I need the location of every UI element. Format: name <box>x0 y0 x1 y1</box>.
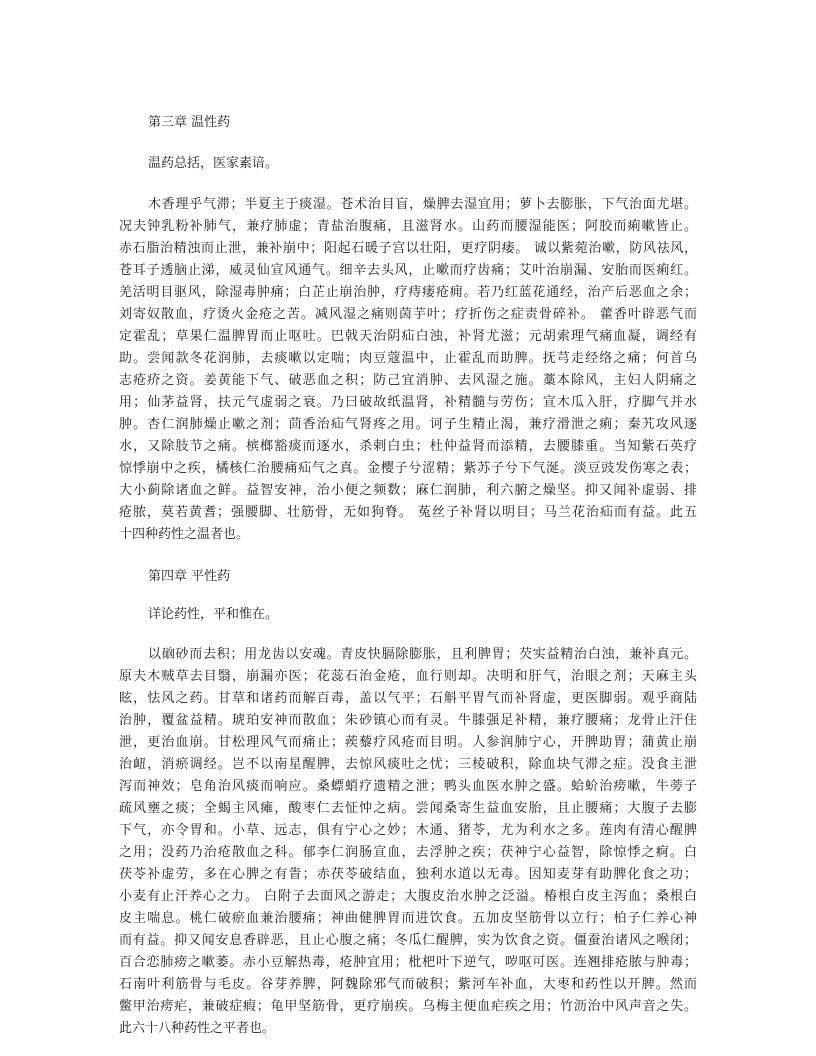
chapter-3-title: 第三章 温性药 <box>148 115 231 130</box>
paragraph-line: 况夫钟乳粉补肺气，兼疗肺虚；青盐治腹痛，且滋肾水。山药而腰湿能医；阿胶而痢嗽皆止。 <box>119 219 697 234</box>
chapter-4-paragraph <box>119 644 697 1040</box>
paragraph-line: 惊悸崩中之疾，橘核仁治腰痛疝气之真。金樱子兮涩精；紫苏子兮下气涎。淡豆豉发伤寒之表； <box>119 461 697 476</box>
paragraph-line: 小麦有止汗养心之力。 白附子去面风之游走；大腹皮治水肿之泛溢。椿根白皮主泻血；桑根白 <box>119 889 697 904</box>
paragraph-line: 水，又除肢节之痛。槟榔豁痰而逐水，杀剌白虫；杜仲益肾而添精，去腰膝重。当知紫石英疗 <box>119 439 697 454</box>
paragraph-line: 十四种药性之温者也。 <box>119 527 250 542</box>
paragraph-line: 疏风壅之痰；全蝎主风瘫，酸枣仁去怔忡之病。尝闻桑寄生益血安胎，且止腰痛；大腹子去膨 <box>119 801 697 816</box>
paragraph-line: 皮主喘息。桃仁破瘀血兼治腰痛；神曲健脾胃而进饮食。五加皮坚筋骨以立行；柏子仁养心神 <box>119 911 697 926</box>
paragraph-line: 此六十八种药性之平者也。 <box>119 1021 276 1036</box>
paragraph-line: 泄，更治血崩。甘松理风气而痛止；蒺藜疗风疮而目明。人参润肺宁心，开脾助胃；蒲黄止崩 <box>119 735 697 750</box>
paragraph-line: 用；仙茅益肾，扶元气虚弱之衰。乃曰破故纸温肾，补精髓与劳伤；宣木瓜入肝，疗脚气并水 <box>119 395 697 410</box>
paragraph-line: 苍耳子透脑止涕，威灵仙宣风通气。细辛去头风，止嗽而疗齿痛；艾叶治崩漏、安胎而医痢红。 <box>119 263 697 278</box>
chapter-3-paragraph <box>119 194 697 546</box>
paragraph-line: 赤石脂治精浊而止泄，兼补崩中；阳起石暖子宫以壮阳，更疗阴痿。 诚以紫菀治嗽，防风祛风， <box>119 241 697 256</box>
paragraph-line: 治肿，覆盆益精。琥珀安神而散血；朱砂镇心而有灵。牛膝强足补精，兼疗腰痛；龙骨止汗住 <box>119 713 697 728</box>
paragraph-line: 大小蓟除诸血之鲜。益智安神，治小便之频数；麻仁润肺，利六腑之燥坚。抑又闻补虚弱、排 <box>119 483 697 498</box>
paragraph-line: 木香理乎气滞；半夏主于痰湿。苍术治目盲，燥脾去湿宜用；萝卜去膨胀，下气治面尤堪。 <box>148 197 697 212</box>
paragraph-line: 助。尝闻款冬花润肺，去痰嗽以定喘；肉豆蔻温中，止霍乱而助脾。抚芎走经络之痛；何首乌 <box>119 351 697 366</box>
paragraph-line: 定霍乱；草果仁温脾胃而止呕吐。巴戟天治阴疝白浊，补肾尤滋；元胡索理气痛血凝，调经有 <box>119 329 697 344</box>
chapter-3-subtitle: 温药总括，医家素谙。 <box>148 156 279 171</box>
paragraph-line: 原夫木贼草去目翳，崩漏亦医；花蕊石治金疮，血行则却。决明和肝气，治眼之剂；天麻主头 <box>119 669 697 684</box>
paragraph-line: 茯苓补虚劳，多在心脾之有眚；赤茯苓破结血，独利水道以无毒。因知麦芽有助脾化食之功； <box>119 867 697 882</box>
paragraph-line: 以硇砂而去积；用龙齿以安魂。青皮快膈除膨胀，且利脾胃；芡实益精治白浊，兼补真元。 <box>148 647 697 662</box>
paragraph-line: 鳖甲治痨疟，兼破症瘕；龟甲坚筋骨，更疗崩疾。乌梅主便血疟疾之用；竹沥治中风声音之失。 <box>119 999 697 1014</box>
paragraph-line: 百合恋肺痨之嗽萎。赤小豆解热毒，疮肿宜用；枇杷叶下逆气，哕呕可医。连翘排疮脓与肿毒； <box>119 955 697 970</box>
paragraph-line: 疮脓，莫若黄耆；强腰脚、壮筋骨，无如狗脊。 菟丝子补肾以明目；马兰花治疝而有益。此五 <box>119 505 697 520</box>
paragraph-line: 治衄，消瘀调经。岂不以南星醒脾，去惊风痰吐之忧；三棱破积，除血块气滞之症。没食主泄 <box>119 757 697 772</box>
paragraph-line: 眩，怯风之药。甘草和诸药而解百毒，盖以气平；石斛平胃气而补肾虚，更医脚弱。观乎商陆 <box>119 691 697 706</box>
chapter-4-title: 第四章 平性药 <box>148 569 231 584</box>
paragraph-line: 志疮疥之资。姜黄能下气、破恶血之积；防己宜消肿、去风湿之施。藁本除风，主妇人阴痛之 <box>119 373 697 388</box>
paragraph-line: 下气，亦令胃和。小草、远志，俱有宁心之妙；木通、猪苓，尤为利水之多。莲肉有清心醒脾 <box>119 823 697 838</box>
paragraph-line: 肿。杏仁润肺燥止嗽之剂；茴香治疝气肾疼之用。诃子生精止渴，兼疗滑泄之痢；秦艽攻风逐 <box>119 417 697 432</box>
paragraph-line: 泻而神效；皂角治风痰而响应。桑螵蛸疗遗精之泄；鸭头血医水肿之盛。蛤蚧治痨嗽，牛蒡子 <box>119 779 697 794</box>
document-page <box>119 113 697 1040</box>
paragraph-line: 而有益。抑又闻安息香辟恶，且止心腹之痛；冬瓜仁醒脾，实为饮食之资。僵蚕治诸风之喉闭； <box>119 933 697 948</box>
paragraph-line: 之用；没药乃治疮散血之科。郁李仁润肠宣血，去浮肿之疾；茯神宁心益智，除惊悸之痾。白 <box>119 845 697 860</box>
paragraph-line: 刘寄奴散血，疗烫火金疮之苦。减风湿之痛则茵芋叶；疗折伤之症责骨碎补。 藿香叶辟恶气而 <box>119 307 697 322</box>
chapter-4-subtitle: 详论药性，平和惟在。 <box>148 607 279 622</box>
paragraph-line: 羌活明目驱风，除湿毒肿痛；白芷止崩治肿，疗痔瘘疮痈。若乃红蓝花通经，治产后恶血之余； <box>119 285 697 300</box>
paragraph-line: 石南叶利筋骨与毛皮。谷芽养脾，阿魏除邪气而破积；紫河车补血，大枣和药性以开脾。然而 <box>119 977 697 992</box>
